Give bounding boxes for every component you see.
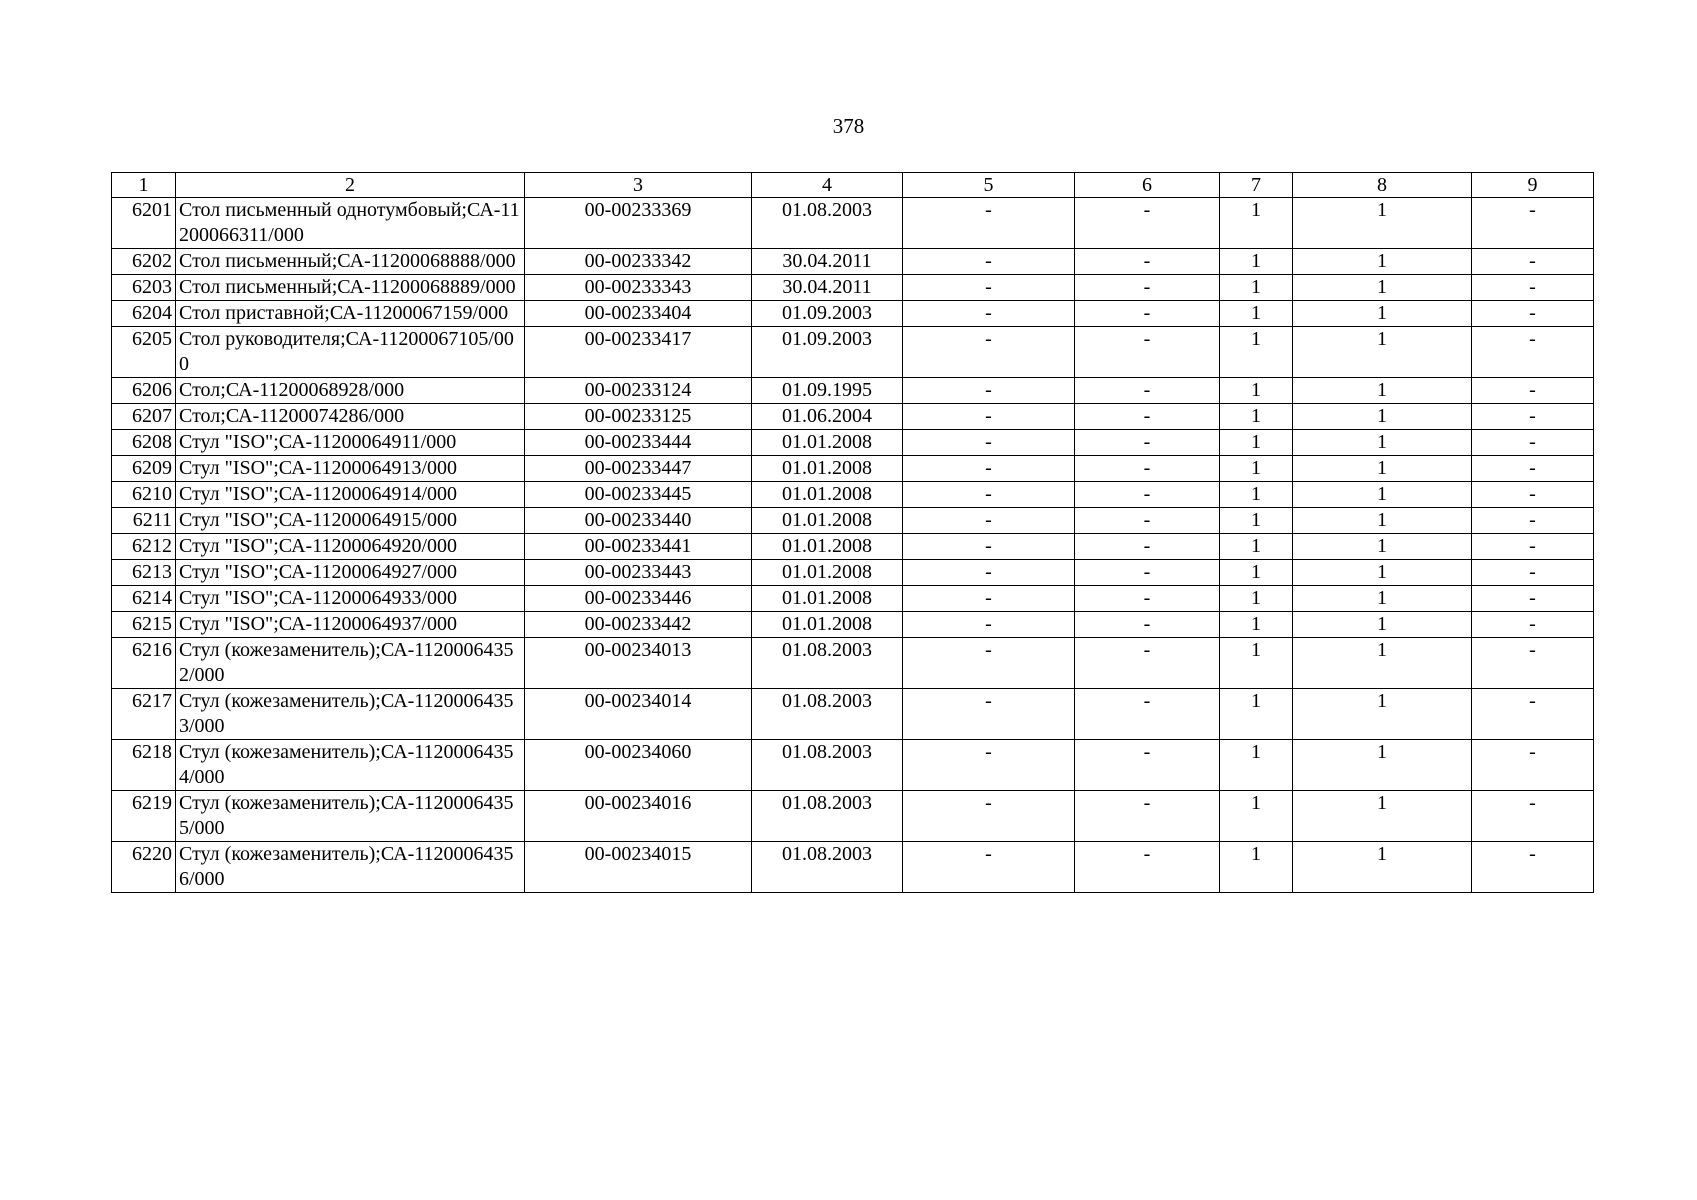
- inventory-table: [111, 172, 1594, 893]
- inventory-code-cell: 00-00233404: [525, 301, 752, 327]
- item-name-cell: Стул (кожезаменитель);СА-11200064352/000: [176, 638, 525, 689]
- header-cell: 2: [176, 173, 525, 198]
- column-8-cell: 1: [1293, 327, 1472, 378]
- column-6-cell: -: [1075, 560, 1220, 586]
- item-name-cell: Стул "ISO";СА-11200064911/000: [176, 430, 525, 456]
- column-5-cell: -: [903, 327, 1075, 378]
- column-7-cell: 1: [1220, 791, 1293, 842]
- row-number-cell: 6217: [112, 689, 176, 740]
- column-9-cell: -: [1472, 586, 1594, 612]
- date-cell: 01.01.2008: [752, 534, 903, 560]
- row-number-cell: 6213: [112, 560, 176, 586]
- column-6-cell: -: [1075, 534, 1220, 560]
- table-row: [112, 586, 1594, 612]
- table-header-row: [112, 173, 1594, 198]
- column-5-cell: -: [903, 842, 1075, 893]
- row-number-cell: 6218: [112, 740, 176, 791]
- date-cell: 01.08.2003: [752, 198, 903, 249]
- column-5-cell: -: [903, 508, 1075, 534]
- column-5-cell: -: [903, 378, 1075, 404]
- column-6-cell: -: [1075, 430, 1220, 456]
- item-name-cell: Стул (кожезаменитель);СА-11200064353/000: [176, 689, 525, 740]
- table-row: [112, 842, 1594, 893]
- inventory-code-cell: 00-00234015: [525, 842, 752, 893]
- column-5-cell: -: [903, 638, 1075, 689]
- row-number-cell: 6219: [112, 791, 176, 842]
- item-name-cell: Стул "ISO";СА-11200064915/000: [176, 508, 525, 534]
- column-5-cell: -: [903, 586, 1075, 612]
- date-cell: 01.01.2008: [752, 430, 903, 456]
- column-6-cell: -: [1075, 249, 1220, 275]
- item-name-cell: Стул (кожезаменитель);СА-11200064354/000: [176, 740, 525, 791]
- inventory-code-cell: 00-00233443: [525, 560, 752, 586]
- item-name-cell: Стул (кожезаменитель);СА-11200064355/000: [176, 791, 525, 842]
- column-7-cell: 1: [1220, 249, 1293, 275]
- inventory-code-cell: 00-00233417: [525, 327, 752, 378]
- column-5-cell: -: [903, 791, 1075, 842]
- item-name-cell: Стул "ISO";СА-11200064913/000: [176, 456, 525, 482]
- inventory-code-cell: 00-00233125: [525, 404, 752, 430]
- column-8-cell: 1: [1293, 689, 1472, 740]
- date-cell: 01.09.2003: [752, 327, 903, 378]
- header-cell: 3: [525, 173, 752, 198]
- item-name-cell: Стул "ISO";СА-11200064914/000: [176, 482, 525, 508]
- column-7-cell: 1: [1220, 689, 1293, 740]
- column-7-cell: 1: [1220, 404, 1293, 430]
- column-6-cell: -: [1075, 327, 1220, 378]
- column-5-cell: -: [903, 534, 1075, 560]
- inventory-code-cell: 00-00234060: [525, 740, 752, 791]
- column-6-cell: -: [1075, 638, 1220, 689]
- inventory-code-cell: 00-00233447: [525, 456, 752, 482]
- inventory-code-cell: 00-00234016: [525, 791, 752, 842]
- row-number-cell: 6203: [112, 275, 176, 301]
- column-8-cell: 1: [1293, 430, 1472, 456]
- column-9-cell: -: [1472, 198, 1594, 249]
- table-row: [112, 404, 1594, 430]
- table-row: [112, 612, 1594, 638]
- column-7-cell: 1: [1220, 378, 1293, 404]
- column-8-cell: 1: [1293, 198, 1472, 249]
- date-cell: 01.06.2004: [752, 404, 903, 430]
- date-cell: 01.08.2003: [752, 740, 903, 791]
- column-6-cell: -: [1075, 378, 1220, 404]
- column-9-cell: -: [1472, 404, 1594, 430]
- column-8-cell: 1: [1293, 275, 1472, 301]
- column-5-cell: -: [903, 404, 1075, 430]
- column-6-cell: -: [1075, 482, 1220, 508]
- column-8-cell: 1: [1293, 842, 1472, 893]
- inventory-code-cell: 00-00233445: [525, 482, 752, 508]
- column-5-cell: -: [903, 740, 1075, 791]
- column-6-cell: -: [1075, 740, 1220, 791]
- column-9-cell: -: [1472, 560, 1594, 586]
- table-row: [112, 198, 1594, 249]
- column-7-cell: 1: [1220, 842, 1293, 893]
- table-row: [112, 560, 1594, 586]
- date-cell: 30.04.2011: [752, 275, 903, 301]
- inventory-code-cell: 00-00234014: [525, 689, 752, 740]
- column-7-cell: 1: [1220, 327, 1293, 378]
- table-row: [112, 378, 1594, 404]
- row-number-cell: 6212: [112, 534, 176, 560]
- row-number-cell: 6202: [112, 249, 176, 275]
- inventory-code-cell: 00-00233342: [525, 249, 752, 275]
- table-row: [112, 327, 1594, 378]
- row-number-cell: 6215: [112, 612, 176, 638]
- column-5-cell: -: [903, 612, 1075, 638]
- column-6-cell: -: [1075, 586, 1220, 612]
- column-9-cell: -: [1472, 456, 1594, 482]
- inventory-code-cell: 00-00233369: [525, 198, 752, 249]
- column-6-cell: -: [1075, 275, 1220, 301]
- table-row: [112, 430, 1594, 456]
- item-name-cell: Стол письменный однотумбовый;СА-1120006631​1/000: [176, 198, 525, 249]
- header-cell: 7: [1220, 173, 1293, 198]
- row-number-cell: 6216: [112, 638, 176, 689]
- column-9-cell: -: [1472, 508, 1594, 534]
- column-8-cell: 1: [1293, 249, 1472, 275]
- date-cell: 01.01.2008: [752, 508, 903, 534]
- column-7-cell: 1: [1220, 638, 1293, 689]
- row-number-cell: 6204: [112, 301, 176, 327]
- column-9-cell: -: [1472, 740, 1594, 791]
- item-name-cell: Стол письменный;СА-11200068889/000: [176, 275, 525, 301]
- column-9-cell: -: [1472, 301, 1594, 327]
- column-9-cell: -: [1472, 482, 1594, 508]
- item-name-cell: Стул "ISO";СА-11200064920/000: [176, 534, 525, 560]
- header-cell: 8: [1293, 173, 1472, 198]
- column-8-cell: 1: [1293, 740, 1472, 791]
- column-8-cell: 1: [1293, 456, 1472, 482]
- table-row: [112, 301, 1594, 327]
- column-9-cell: -: [1472, 842, 1594, 893]
- column-6-cell: -: [1075, 508, 1220, 534]
- column-8-cell: 1: [1293, 638, 1472, 689]
- column-8-cell: 1: [1293, 586, 1472, 612]
- header-cell: 9: [1472, 173, 1594, 198]
- column-9-cell: -: [1472, 275, 1594, 301]
- column-5-cell: -: [903, 430, 1075, 456]
- column-6-cell: -: [1075, 842, 1220, 893]
- column-8-cell: 1: [1293, 791, 1472, 842]
- table-row: [112, 249, 1594, 275]
- column-7-cell: 1: [1220, 275, 1293, 301]
- header-cell: 1: [112, 173, 176, 198]
- header-cell: 6: [1075, 173, 1220, 198]
- column-6-cell: -: [1075, 301, 1220, 327]
- date-cell: 01.01.2008: [752, 612, 903, 638]
- inventory-code-cell: 00-00234013: [525, 638, 752, 689]
- column-7-cell: 1: [1220, 612, 1293, 638]
- column-9-cell: -: [1472, 534, 1594, 560]
- date-cell: 01.08.2003: [752, 689, 903, 740]
- column-7-cell: 1: [1220, 456, 1293, 482]
- column-6-cell: -: [1075, 456, 1220, 482]
- column-6-cell: -: [1075, 404, 1220, 430]
- column-7-cell: 1: [1220, 198, 1293, 249]
- date-cell: 01.08.2003: [752, 842, 903, 893]
- table-row: [112, 534, 1594, 560]
- column-8-cell: 1: [1293, 534, 1472, 560]
- table-row: [112, 791, 1594, 842]
- date-cell: 01.09.2003: [752, 301, 903, 327]
- column-7-cell: 1: [1220, 560, 1293, 586]
- column-8-cell: 1: [1293, 508, 1472, 534]
- column-9-cell: -: [1472, 327, 1594, 378]
- column-9-cell: -: [1472, 612, 1594, 638]
- inventory-code-cell: 00-00233442: [525, 612, 752, 638]
- row-number-cell: 6201: [112, 198, 176, 249]
- column-7-cell: 1: [1220, 301, 1293, 327]
- row-number-cell: 6211: [112, 508, 176, 534]
- item-name-cell: Стул "ISO";СА-11200064937/000: [176, 612, 525, 638]
- column-6-cell: -: [1075, 198, 1220, 249]
- column-8-cell: 1: [1293, 378, 1472, 404]
- column-5-cell: -: [903, 560, 1075, 586]
- item-name-cell: Стул (кожезаменитель);СА-11200064356/000: [176, 842, 525, 893]
- column-7-cell: 1: [1220, 508, 1293, 534]
- item-name-cell: Стол письменный;СА-11200068888/000: [176, 249, 525, 275]
- date-cell: 01.01.2008: [752, 456, 903, 482]
- column-8-cell: 1: [1293, 612, 1472, 638]
- table-row: [112, 456, 1594, 482]
- inventory-code-cell: 00-00233441: [525, 534, 752, 560]
- inventory-code-cell: 00-00233444: [525, 430, 752, 456]
- column-9-cell: -: [1472, 249, 1594, 275]
- table-row: [112, 689, 1594, 740]
- table-row: [112, 638, 1594, 689]
- item-name-cell: Стол приставной;СА-11200067159/000: [176, 301, 525, 327]
- column-8-cell: 1: [1293, 301, 1472, 327]
- column-9-cell: -: [1472, 378, 1594, 404]
- date-cell: 01.01.2008: [752, 560, 903, 586]
- date-cell: 01.01.2008: [752, 586, 903, 612]
- column-5-cell: -: [903, 249, 1075, 275]
- page-number: 378: [832, 114, 865, 138]
- column-5-cell: -: [903, 275, 1075, 301]
- date-cell: 01.09.1995: [752, 378, 903, 404]
- row-number-cell: 6209: [112, 456, 176, 482]
- item-name-cell: Стол;СА-11200074286/000: [176, 404, 525, 430]
- column-5-cell: -: [903, 456, 1075, 482]
- column-5-cell: -: [903, 301, 1075, 327]
- inventory-code-cell: 00-00233343: [525, 275, 752, 301]
- row-number-cell: 6205: [112, 327, 176, 378]
- date-cell: 01.08.2003: [752, 638, 903, 689]
- column-9-cell: -: [1472, 430, 1594, 456]
- table-row: [112, 275, 1594, 301]
- header-cell: 5: [903, 173, 1075, 198]
- inventory-code-cell: 00-00233446: [525, 586, 752, 612]
- row-number-cell: 6208: [112, 430, 176, 456]
- column-9-cell: -: [1472, 689, 1594, 740]
- column-7-cell: 1: [1220, 430, 1293, 456]
- row-number-cell: 6210: [112, 482, 176, 508]
- item-name-cell: Стол руководителя;СА-11200067105/000: [176, 327, 525, 378]
- header-cell: 4: [752, 173, 903, 198]
- date-cell: 01.08.2003: [752, 791, 903, 842]
- column-5-cell: -: [903, 482, 1075, 508]
- date-cell: 01.01.2008: [752, 482, 903, 508]
- column-6-cell: -: [1075, 612, 1220, 638]
- inventory-code-cell: 00-00233124: [525, 378, 752, 404]
- column-6-cell: -: [1075, 689, 1220, 740]
- inventory-code-cell: 00-00233440: [525, 508, 752, 534]
- item-name-cell: Стул "ISO";СА-11200064927/000: [176, 560, 525, 586]
- column-5-cell: -: [903, 689, 1075, 740]
- column-9-cell: -: [1472, 791, 1594, 842]
- table-row: [112, 482, 1594, 508]
- table-row: [112, 508, 1594, 534]
- column-9-cell: -: [1472, 638, 1594, 689]
- column-8-cell: 1: [1293, 404, 1472, 430]
- table-row: [112, 740, 1594, 791]
- column-7-cell: 1: [1220, 740, 1293, 791]
- column-6-cell: -: [1075, 791, 1220, 842]
- row-number-cell: 6206: [112, 378, 176, 404]
- date-cell: 30.04.2011: [752, 249, 903, 275]
- column-8-cell: 1: [1293, 560, 1472, 586]
- row-number-cell: 6214: [112, 586, 176, 612]
- column-7-cell: 1: [1220, 586, 1293, 612]
- column-5-cell: -: [903, 198, 1075, 249]
- item-name-cell: Стол;СА-11200068928/000: [176, 378, 525, 404]
- row-number-cell: 6207: [112, 404, 176, 430]
- item-name-cell: Стул "ISO";СА-11200064933/000: [176, 586, 525, 612]
- row-number-cell: 6220: [112, 842, 176, 893]
- column-7-cell: 1: [1220, 482, 1293, 508]
- column-8-cell: 1: [1293, 482, 1472, 508]
- column-7-cell: 1: [1220, 534, 1293, 560]
